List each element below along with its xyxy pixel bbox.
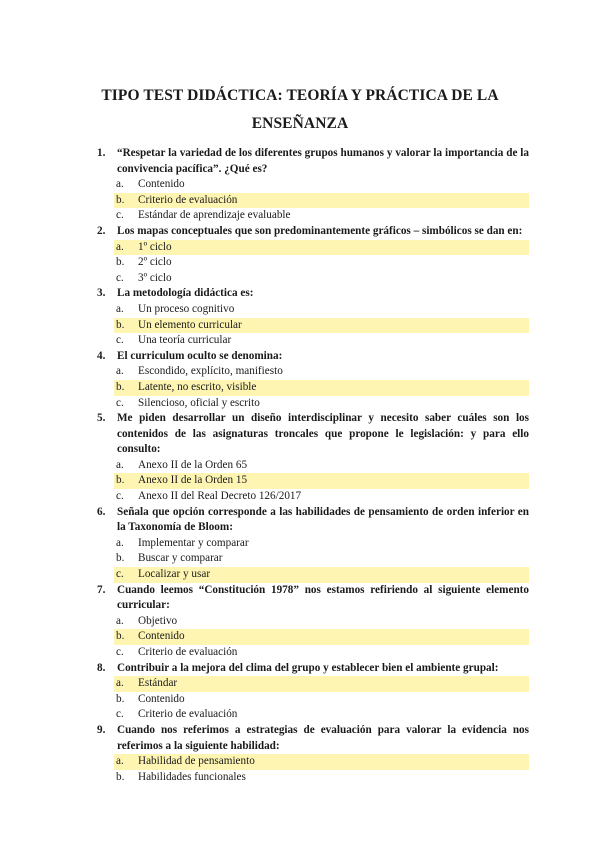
- option-letter: b.: [116, 630, 125, 643]
- question-text: [97, 349, 529, 365]
- answer-option: [116, 333, 529, 349]
- option-text: Un elemento curricular: [138, 318, 242, 331]
- option-text: Implementar y comparar: [138, 536, 249, 549]
- question-text: [97, 723, 529, 754]
- option-text: Una teoría curricular: [138, 334, 232, 347]
- answer-option-highlighted: [114, 380, 529, 396]
- question-number: 5.: [97, 412, 106, 425]
- option-letter: b.: [116, 380, 125, 393]
- question-statement: “Respetar la variedad de los diferentes grupos humanos y valorar la importancia de la convivencia pacífica”. ¿Qué es?: [117, 147, 529, 175]
- answer-option: [116, 255, 529, 271]
- option-letter: c.: [116, 334, 124, 347]
- question-text: [97, 505, 529, 536]
- question-number: 1.: [97, 147, 106, 159]
- option-text: Silencioso, oficial y escrito: [138, 396, 260, 409]
- question-text: [97, 583, 529, 614]
- answer-option: [116, 458, 529, 474]
- title-line-2: ENSEÑANZA: [251, 115, 349, 132]
- option-text: 3º ciclo: [138, 271, 172, 284]
- question-statement: Cuando nos referimos a estrategias de evaluación para valorar la evidencia nos referimos a la siguiente habilidad:: [117, 723, 529, 752]
- option-letter: b.: [116, 256, 125, 269]
- title-line-1: TIPO TEST DIDÁCTICA: TEORÍA Y PRÁCTICA DE LA: [101, 87, 499, 104]
- question-text: [97, 661, 529, 677]
- option-text: Anexo II del Real Decreto 126/2017: [138, 490, 302, 503]
- option-letter: c.: [116, 396, 124, 409]
- option-letter: a.: [116, 178, 124, 191]
- answer-option-highlighted: [114, 193, 529, 209]
- question-number: 6.: [97, 505, 106, 518]
- question-number: 7.: [97, 583, 106, 596]
- answer-option-highlighted: [114, 754, 529, 770]
- page-title: [60, 82, 540, 138]
- answer-option: [116, 396, 529, 412]
- option-letter: c.: [116, 490, 124, 503]
- question-text: [97, 146, 529, 177]
- option-text: Un proceso cognitivo: [138, 302, 235, 315]
- option-text: Estándar: [138, 677, 178, 690]
- answer-option: [116, 536, 529, 552]
- question-statement: Cuando leemos “Constitución 1978” nos estamos refiriendo al siguiente elemento curricular:: [117, 583, 529, 612]
- option-letter: a.: [116, 614, 124, 627]
- answer-option-highlighted: [114, 240, 529, 256]
- question-5: [97, 411, 529, 505]
- question-statement: Contribuir a la mejora del clima del grupo y establecer bien el ambiente grupal:: [117, 661, 499, 674]
- answer-option: [116, 692, 529, 708]
- answer-option: [116, 614, 529, 630]
- option-letter: b.: [116, 193, 125, 206]
- answer-option: [116, 271, 529, 287]
- question-9: [97, 723, 529, 785]
- option-text: Anexo II de la Orden 65: [138, 458, 248, 471]
- option-text: Habilidades funcionales: [138, 770, 246, 783]
- question-4: [97, 349, 529, 411]
- option-letter: c.: [116, 646, 124, 658]
- option-text: Criterio de evaluación: [138, 646, 238, 658]
- option-text: Contenido: [138, 178, 185, 191]
- option-letter: a.: [116, 677, 124, 690]
- question-number: 9.: [97, 723, 106, 736]
- option-letter: a.: [116, 458, 124, 471]
- answer-option: [116, 645, 529, 661]
- option-letter: c.: [116, 209, 124, 222]
- option-text: Localizar y usar: [138, 568, 211, 581]
- question-2: [97, 224, 529, 286]
- answer-option: [116, 489, 529, 505]
- question-statement: Señala que opción corresponde a las habilidades de pensamiento de orden inferior en la Taxonomía de Bloom:: [117, 505, 529, 534]
- answer-option: [116, 707, 529, 723]
- question-6: [97, 505, 529, 583]
- option-text: Latente, no escrito, visible: [138, 380, 257, 393]
- question-number: 4.: [97, 349, 106, 362]
- option-letter: a.: [116, 240, 124, 253]
- answer-option: [116, 177, 529, 193]
- option-text: Contenido: [138, 692, 185, 705]
- answer-option: [116, 770, 529, 786]
- option-letter: b.: [116, 318, 125, 331]
- option-letter: a.: [116, 755, 124, 768]
- option-text: 1º ciclo: [138, 240, 172, 253]
- answer-option: [116, 302, 529, 318]
- question-statement: Me piden desarrollar un diseño interdisciplinar y necesito saber cuáles son los contenidos de las asignaturas troncales que propone le legislación: y para ello consulto:: [117, 412, 529, 456]
- option-text: Objetivo: [138, 614, 178, 627]
- question-number: 8.: [97, 661, 106, 674]
- question-text: [97, 286, 529, 302]
- answer-option-highlighted: [114, 629, 529, 645]
- option-text: Contenido: [138, 630, 185, 643]
- option-text: Estándar de aprendizaje evaluable: [138, 209, 291, 222]
- option-letter: c.: [116, 568, 124, 581]
- answer-option-highlighted: [114, 676, 529, 692]
- option-letter: c.: [116, 708, 124, 721]
- question-7: [97, 583, 529, 661]
- question-list: [97, 146, 529, 785]
- question-8: [97, 661, 529, 723]
- option-text: Criterio de evaluación: [138, 708, 238, 721]
- option-text: Buscar y comparar: [138, 552, 223, 565]
- answer-option-highlighted: [114, 318, 529, 334]
- answer-option: [116, 208, 529, 224]
- question-text: [97, 224, 529, 240]
- question-number: 2.: [97, 224, 106, 237]
- option-letter: a.: [116, 302, 124, 315]
- option-letter: a.: [116, 365, 124, 378]
- option-text: Escondido, explícito, manifiesto: [138, 365, 283, 378]
- option-text: 2º ciclo: [138, 256, 172, 269]
- answer-option: [116, 364, 529, 380]
- option-letter: a.: [116, 536, 124, 549]
- question-text: [97, 411, 529, 458]
- option-letter: b.: [116, 770, 125, 783]
- option-text: Criterio de evaluación: [138, 193, 238, 206]
- option-text: Habilidad de pensamiento: [138, 755, 255, 768]
- question-1: [97, 146, 529, 224]
- answer-option-highlighted: [114, 473, 529, 489]
- option-letter: b.: [116, 692, 125, 705]
- option-text: Anexo II de la Orden 15: [138, 474, 248, 487]
- question-number: 3.: [97, 287, 106, 300]
- question-statement: La metodología didáctica es:: [117, 287, 254, 300]
- option-letter: b.: [116, 474, 125, 487]
- question-3: [97, 286, 529, 348]
- option-letter: b.: [116, 552, 125, 565]
- answer-option: [116, 551, 529, 567]
- question-statement: Los mapas conceptuales que son predominantemente gráficos – simbólicos se dan en:: [117, 224, 523, 237]
- option-letter: c.: [116, 271, 124, 284]
- answer-option-highlighted: [114, 567, 529, 583]
- question-statement: El curriculum oculto se denomina:: [117, 349, 283, 362]
